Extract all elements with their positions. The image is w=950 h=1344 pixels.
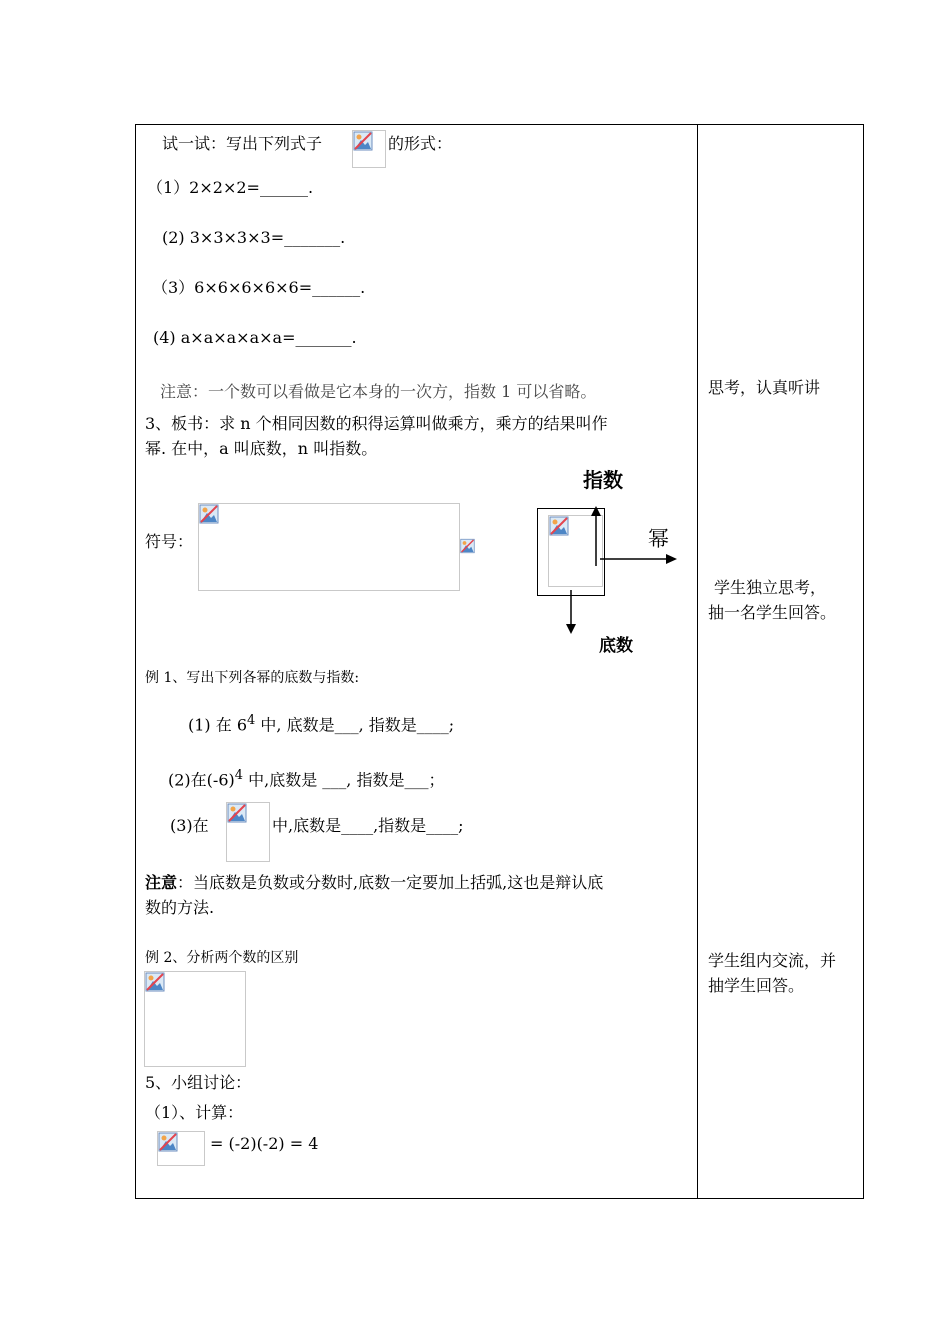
note-negative-base-line-1: 注意：当底数是负数或分数时,底数一定要加上括弧,这也是辩认底 <box>145 873 604 892</box>
arrow-up-icon <box>591 506 601 516</box>
try-title-suffix: 的形式： <box>388 134 453 153</box>
broken-image-icon <box>199 504 219 524</box>
example-1-a: (1) 在 $6^4$ 中, 底数是___, 指数是____; <box>188 713 455 735</box>
question-1: （1）2×2×2=______. <box>147 178 314 197</box>
broken-image-icon <box>353 131 373 151</box>
discussion-title: 5、小组讨论： <box>145 1073 252 1092</box>
note-negative-base-line-2: 数的方法. <box>145 898 215 917</box>
question-4: (4) a×a×a×a×a=_______. <box>153 328 357 347</box>
diagram-label-power: 幂 <box>648 527 669 551</box>
example-1-title: 例 1、写出下列各幂的底数与指数: <box>145 670 360 686</box>
right-note-3-line-1: 学生组内交流，并 <box>708 951 837 970</box>
fraction-power-image <box>226 802 270 862</box>
example-1-c-prefix: (3)在 <box>170 816 209 835</box>
question-3: （3）6×6×6×6×6=______. <box>152 278 366 297</box>
example-1-c-suffix: 中,底数是____,指数是____; <box>272 816 464 835</box>
broken-image-icon <box>158 1132 178 1152</box>
broken-image-icon <box>460 537 475 555</box>
broken-image-icon <box>145 972 165 992</box>
diagram-label-exponent: 指数 <box>583 468 623 492</box>
calc-image <box>157 1131 205 1166</box>
column-divider <box>697 124 698 1199</box>
question-2: (2) 3×3×3×3=_______. <box>162 228 346 247</box>
discussion-subtitle: （1）、计算： <box>145 1103 244 1122</box>
small-image <box>460 537 475 557</box>
board-line-2: 幂. 在中，a 叫底数，n 叫指数。 <box>145 439 378 458</box>
example-1-b: (2)在$(-6)^4$ 中,底数是 ___, 指数是___； <box>168 768 445 790</box>
formula-image <box>352 130 386 168</box>
board-line-1: 3、板书：求 n 个相同因数的积得运算叫做乘方，乘方的结果叫作 <box>145 414 608 433</box>
calc-expression: = (-2)(-2) = 4 <box>210 1134 319 1153</box>
diagram-label-base: 底数 <box>599 636 633 656</box>
broken-image-icon <box>227 803 247 823</box>
note-exponent-one: 注意：一个数可以看做是它本身的一次方，指数 1 可以省略。 <box>160 382 597 401</box>
right-note-2-line-2: 抽一名学生回答。 <box>708 603 837 622</box>
symbol-label: 符号： <box>145 532 194 551</box>
diagram-arrows <box>560 500 690 640</box>
comparison-image <box>144 971 246 1067</box>
right-note-3-line-2: 抽学生回答。 <box>708 976 805 995</box>
arrow-down-icon <box>566 624 576 634</box>
right-note-1: 思考，认真听讲 <box>708 378 821 397</box>
symbol-image <box>198 503 460 591</box>
example-2-title: 例 2、分析两个数的区别 <box>145 950 299 966</box>
arrow-right-icon <box>666 554 677 564</box>
right-note-2-line-1: 学生独立思考， <box>714 578 827 597</box>
try-title: 试一试：写出下列式子 <box>162 134 323 153</box>
